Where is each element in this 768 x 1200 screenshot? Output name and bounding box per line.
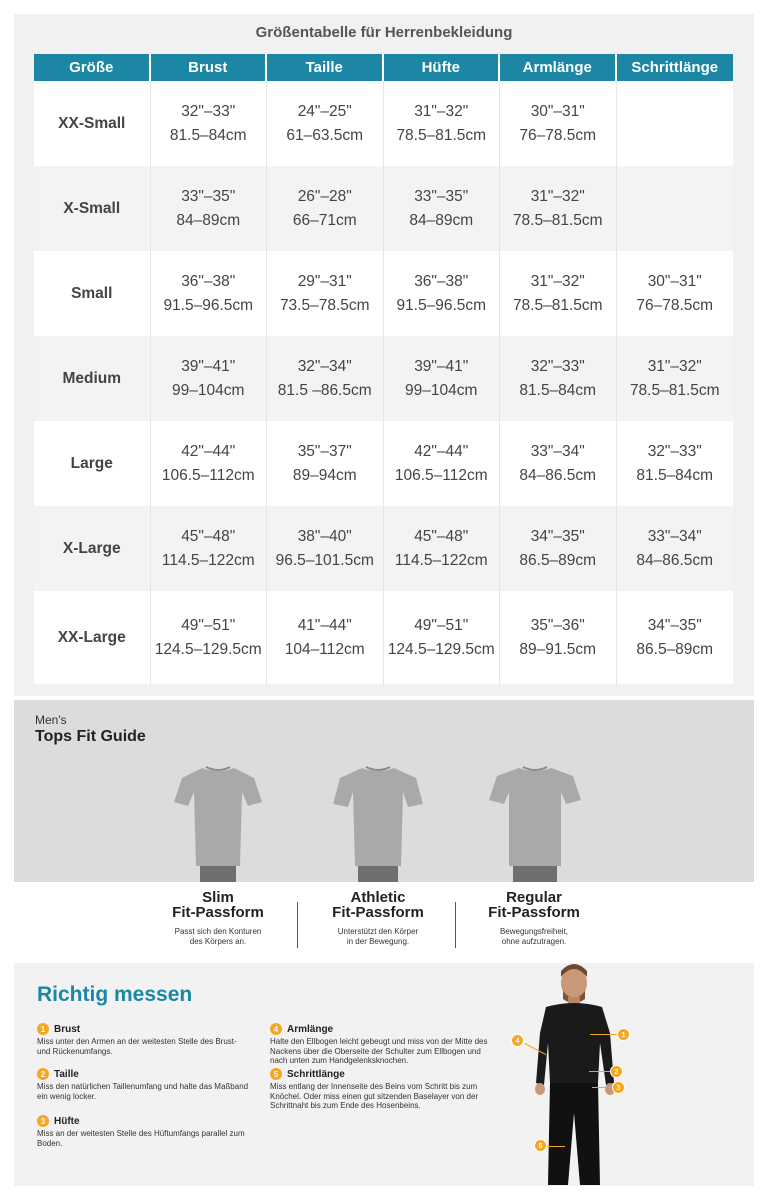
measurement-inches: 31"–32": [647, 357, 702, 375]
fit-guide-banner: [14, 700, 754, 882]
measurement-cell: [617, 81, 734, 166]
fit-slim-name-2: Fit-Passform: [172, 904, 264, 921]
badge-1: 1: [37, 1023, 49, 1035]
fit-slim: [143, 890, 293, 947]
measurement-cm: 91.5–96.5cm: [163, 296, 254, 314]
header-chest: Brust: [151, 54, 268, 81]
measurement-inches: 49"–51": [181, 616, 236, 634]
measurement-cm: 81.5–84cm: [169, 126, 247, 144]
pin-2-waist: 2: [610, 1065, 623, 1078]
measurement-cm: 66–71cm: [292, 211, 357, 229]
size-row: [34, 336, 733, 421]
measurement-cm: 106.5–112cm: [394, 466, 488, 484]
measurement-cm: 89–94cm: [292, 466, 357, 484]
measurement-cell: [500, 591, 617, 684]
measure-item-waist-title: Taille: [54, 1068, 79, 1080]
pin-1-chest: 1: [617, 1028, 630, 1041]
measurement-inches: 31"–32": [414, 102, 469, 120]
fit-slim-desc-1: Passt sich den Konturen: [174, 927, 262, 936]
measurement-cm: 73.5–78.5cm: [279, 296, 370, 314]
pin-4-sleeve: 4: [511, 1034, 524, 1047]
size-chart-section: [14, 14, 754, 696]
measurement-inches: 39"–41": [181, 357, 236, 375]
measurement-cm: 86.5–89cm: [636, 640, 714, 658]
fit-slim-desc: [143, 927, 293, 947]
measurement-inches: 33"–34": [530, 442, 585, 460]
measurement-cell: [151, 591, 268, 684]
fit-slim-desc-2: des Körpers an.: [189, 937, 247, 946]
measure-item-chest-text: Miss unter den Armen an der weitesten Stelle des Brust- und Rückenumfangs.: [37, 1037, 237, 1056]
measure-item-chest: [37, 1023, 252, 1056]
badge-3: 3: [37, 1115, 49, 1127]
measurement-cm: 81.5–84cm: [636, 466, 714, 484]
measurement-inches: 38"–40": [297, 527, 352, 545]
measure-item-chest-title: Brust: [54, 1023, 81, 1035]
measurement-cm: 84–89cm: [176, 211, 241, 229]
measurement-inches: 24"–25": [297, 102, 352, 120]
measurement-cm: 114.5–122cm: [394, 551, 488, 569]
measurement-inches: 26"–28": [297, 187, 352, 205]
measurement-inches: 32"–33": [530, 357, 585, 375]
measurement-cm: 106.5–112cm: [161, 466, 255, 484]
measurement-cm: 78.5–81.5cm: [512, 296, 603, 314]
measurement-inches: 42"–44": [414, 442, 469, 460]
measurement-cm: 89–91.5cm: [519, 640, 597, 658]
fit-divider-2: [455, 902, 456, 948]
measurement-cell: [151, 81, 268, 166]
measurement-cm: 81.5 –86.5cm: [277, 381, 372, 399]
measurement-cell: [267, 506, 384, 591]
size-table-body: [34, 81, 733, 684]
measurement-cell: [617, 166, 734, 251]
measurement-inches: 34"–35": [530, 527, 585, 545]
measurement-cell: [267, 591, 384, 684]
header-size: Größe: [34, 54, 151, 81]
size-row: [34, 166, 733, 251]
measurement-cell: [617, 336, 734, 421]
measurement-cell: [384, 506, 501, 591]
measurement-cm: 78.5–81.5cm: [512, 211, 603, 229]
measurement-cm: 76–78.5cm: [519, 126, 597, 144]
measurement-inches: 29"–31": [297, 272, 352, 290]
measurement-cell: [151, 251, 268, 336]
measurement-inches: 32"–33": [647, 442, 702, 460]
measurement-inches: 33"–35": [181, 187, 236, 205]
header-inseam: Schrittlänge: [617, 54, 734, 81]
measure-section: [14, 963, 754, 1186]
slim-fit-shirt-image: [172, 762, 264, 882]
fit-regular: [459, 890, 609, 947]
measurement-cm: 61–63.5cm: [286, 126, 364, 144]
pin-5-inseam: 5: [534, 1139, 547, 1152]
measure-item-sleeve: [270, 1023, 496, 1066]
measurement-inches: 32"–34": [297, 357, 352, 375]
measurement-inches: 31"–32": [530, 187, 585, 205]
size-name-cell: Large: [34, 421, 151, 506]
size-row: [34, 421, 733, 506]
fit-athletic-name-1: Athletic: [350, 889, 406, 906]
measurement-cm: 84–89cm: [409, 211, 474, 229]
measurement-inches: 32"–33": [181, 102, 236, 120]
measurement-inches: 34"–35": [647, 616, 702, 634]
measurement-inches: 33"–35": [414, 187, 469, 205]
size-chart-title: Größentabelle für Herrenbekleidung: [255, 24, 513, 41]
measurement-cell: [500, 251, 617, 336]
measurement-cell: [267, 166, 384, 251]
measurement-cell: [151, 421, 268, 506]
measurement-inches: 36"–38": [414, 272, 469, 290]
measurement-cell: [384, 591, 501, 684]
fit-guide-section: [14, 700, 754, 952]
measure-item-sleeve-title: Armlänge: [287, 1023, 334, 1035]
measure-item-hip-text: Miss an der weitesten Stelle des Hüftumfangs parallel zum Boden.: [37, 1129, 245, 1148]
pin-line-2: [589, 1071, 611, 1072]
size-table-header-row: [34, 54, 733, 81]
measurement-cell: [151, 166, 268, 251]
measure-item-sleeve-text: Halte den Ellbogen leicht gebeugt und miss von der Mitte des Nackens über die Oberseite der Schulter zum Ellbogen und nach unten zum Handgelenksknochen.: [270, 1037, 488, 1065]
measurement-cell: [617, 591, 734, 684]
measurement-inches: 49"–51": [414, 616, 469, 634]
fit-athletic-name-2: Fit-Passform: [332, 904, 424, 921]
size-name-cell: Small: [34, 251, 151, 336]
measurement-cell: [384, 421, 501, 506]
size-row: [34, 506, 733, 591]
measure-item-waist-text: Miss den natürlichen Taillenumfang und halte das Maßband ein wenig locker.: [37, 1082, 249, 1101]
fit-athletic-desc: [303, 927, 453, 947]
measurement-cm: 84–86.5cm: [636, 551, 714, 569]
measure-item-hip-title: Hüfte: [54, 1115, 80, 1127]
measure-item-inseam-title: Schrittlänge: [287, 1068, 345, 1080]
measurement-cell: [384, 251, 501, 336]
badge-2: 2: [37, 1068, 49, 1080]
measure-item-waist: [37, 1068, 252, 1101]
fit-guide-kicker: Men's: [35, 713, 67, 727]
measurement-cell: [500, 81, 617, 166]
badge-4: 4: [270, 1023, 282, 1035]
measure-item-hip: [37, 1115, 252, 1148]
measurement-cell: [267, 81, 384, 166]
measurement-cell: [151, 506, 268, 591]
measurement-cell: [267, 336, 384, 421]
fit-regular-name-1: Regular: [506, 889, 562, 906]
measurement-cm: 96.5–101.5cm: [275, 551, 374, 569]
measurement-cell: [500, 421, 617, 506]
measurement-cell: [617, 421, 734, 506]
measurement-cell: [500, 506, 617, 591]
athletic-fit-shirt-image: [332, 762, 424, 882]
measurement-inches: 36"–38": [181, 272, 236, 290]
regular-fit-shirt-image: [489, 762, 581, 882]
measurement-cm: 99–104cm: [172, 381, 245, 399]
measurement-inches: 45"–48": [414, 527, 469, 545]
fit-athletic-desc-1: Unterstützt den Körper: [337, 927, 419, 936]
measurement-cell: [500, 166, 617, 251]
measurement-cm: 114.5–122cm: [161, 551, 255, 569]
pin-line-5: [545, 1146, 565, 1147]
pin-line-3: [592, 1087, 612, 1088]
measurement-inches: 35"–36": [530, 616, 585, 634]
measurement-cm: 99–104cm: [405, 381, 478, 399]
measurement-cell: [267, 421, 384, 506]
measurement-inches: 33"–34": [647, 527, 702, 545]
measurement-inches: 45"–48": [181, 527, 236, 545]
fit-regular-desc-1: Bewegungsfreiheit,: [499, 927, 569, 936]
measurement-cell: [384, 166, 501, 251]
measurement-cm: 104–112cm: [284, 640, 365, 658]
pin-3-hip: 3: [612, 1081, 625, 1094]
measurement-cell: [384, 81, 501, 166]
measurement-inches: 30"–31": [647, 272, 702, 290]
size-name-cell: XX-Small: [34, 81, 151, 166]
header-sleeve: Armlänge: [500, 54, 617, 81]
measurement-cell: [617, 506, 734, 591]
measurement-cm: 86.5–89cm: [519, 551, 597, 569]
measurement-cm: 76–78.5cm: [636, 296, 714, 314]
fit-regular-desc-2: ohne aufzutragen.: [501, 937, 567, 946]
measurement-inches: 41"–44": [297, 616, 352, 634]
fit-regular-name-2: Fit-Passform: [488, 904, 580, 921]
measurement-inches: 39"–41": [414, 357, 469, 375]
measurement-inches: 35"–37": [297, 442, 352, 460]
measurement-cell: [500, 336, 617, 421]
fit-athletic: [303, 890, 453, 947]
fit-regular-desc: [459, 927, 609, 947]
measure-item-inseam-text: Miss entlang der Innenseite des Beins vom Schritt bis zum Knöchel. Oder miss einen gut sitzenden Baselayer von der Schrittnaht bis zum Ende des Hosenbeins.: [270, 1082, 479, 1110]
size-row: [34, 81, 733, 166]
measure-title: Richtig messen: [37, 983, 193, 1006]
measurement-cm: 91.5–96.5cm: [396, 296, 487, 314]
measurement-cell: [384, 336, 501, 421]
size-table: [34, 54, 733, 684]
measurement-cell: [267, 251, 384, 336]
badge-5: 5: [270, 1068, 282, 1080]
fit-athletic-desc-2: in der Bewegung.: [346, 937, 410, 946]
measurement-inches: 31"–32": [530, 272, 585, 290]
fit-guide-heading: Tops Fit Guide: [35, 728, 146, 745]
pin-line-1: [590, 1034, 618, 1035]
size-name-cell: X-Large: [34, 506, 151, 591]
size-name-cell: Medium: [34, 336, 151, 421]
measurement-cm: 124.5–129.5cm: [154, 640, 262, 658]
fit-divider-1: [297, 902, 298, 948]
size-row: [34, 591, 733, 684]
header-waist: Taille: [267, 54, 384, 81]
measurement-cm: 84–86.5cm: [519, 466, 597, 484]
measurement-cm: 78.5–81.5cm: [629, 381, 720, 399]
measurement-cell: [617, 251, 734, 336]
fit-slim-name-1: Slim: [202, 889, 234, 906]
measurement-inches: 30"–31": [530, 102, 585, 120]
measurement-cell: [151, 336, 268, 421]
measurement-cm: 124.5–129.5cm: [387, 640, 495, 658]
measurement-cm: 81.5–84cm: [519, 381, 597, 399]
measure-item-inseam: [270, 1068, 496, 1111]
measurement-inches: 42"–44": [181, 442, 236, 460]
model-measure-illustration: [514, 963, 644, 1186]
size-name-cell: XX-Large: [34, 591, 151, 684]
header-hip: Hüfte: [384, 54, 501, 81]
size-row: [34, 251, 733, 336]
measurement-cm: 78.5–81.5cm: [396, 126, 487, 144]
size-name-cell: X-Small: [34, 166, 151, 251]
